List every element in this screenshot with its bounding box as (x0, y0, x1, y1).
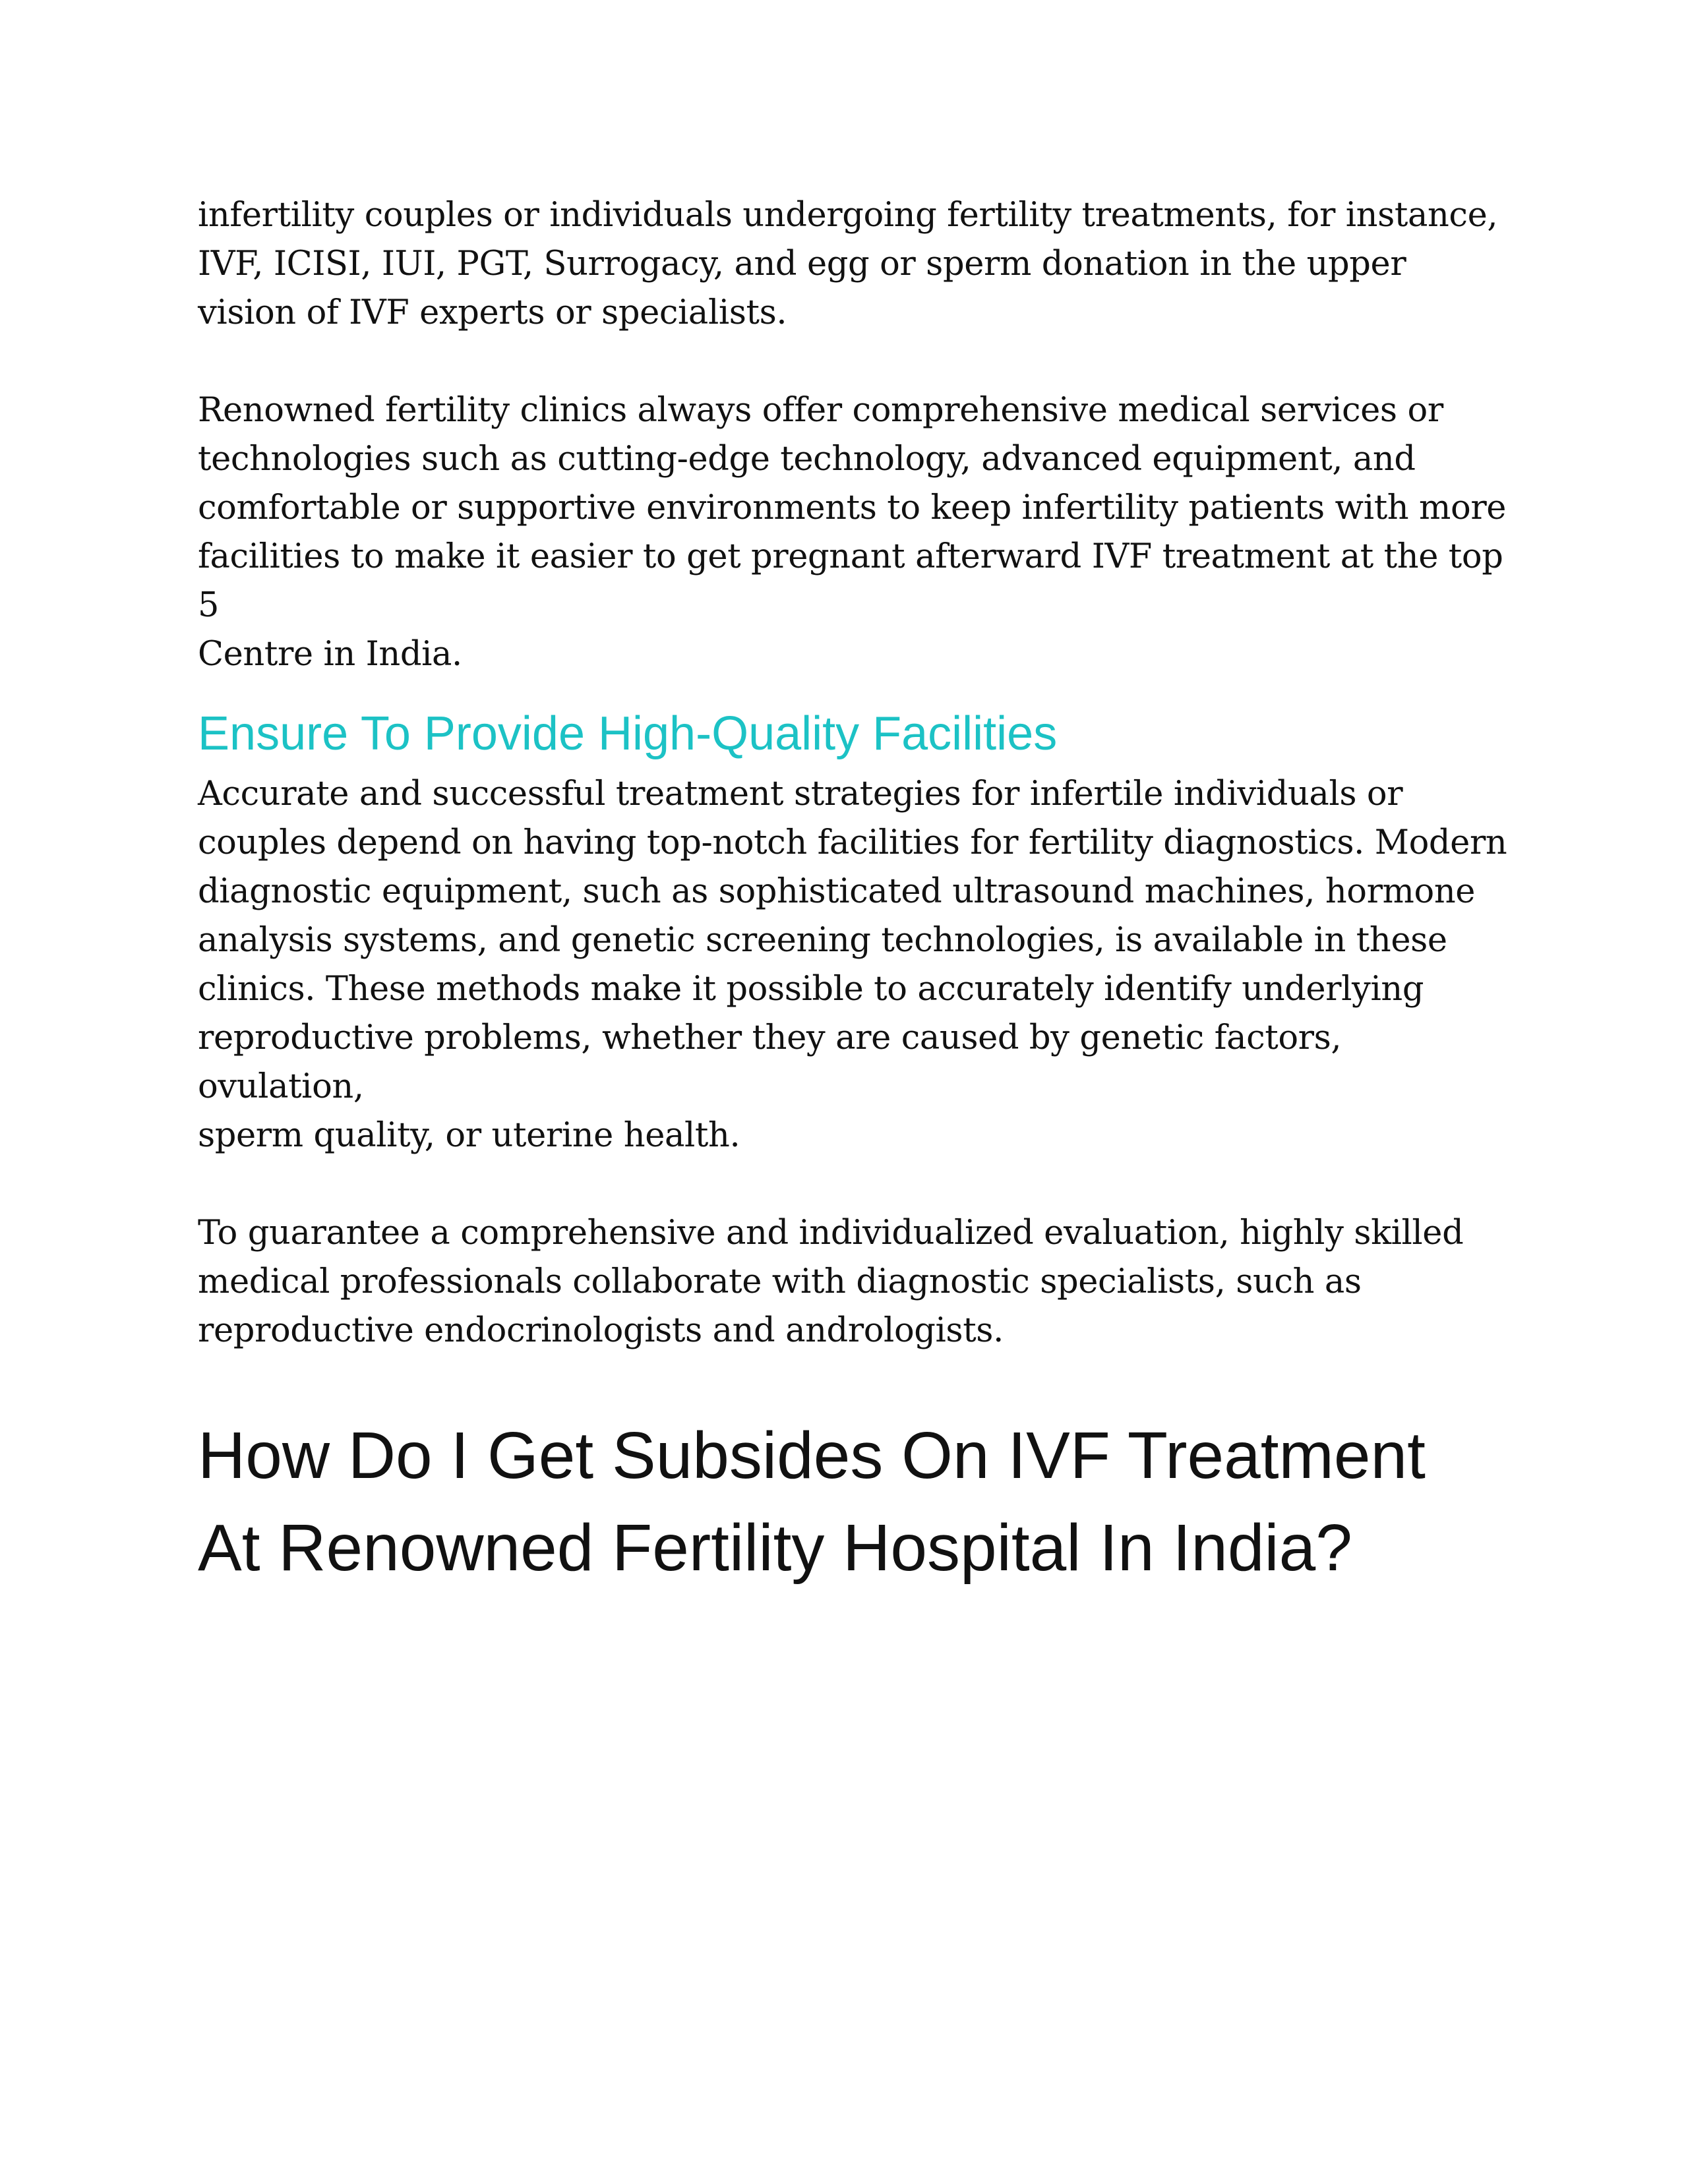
section-heading-facilities: Ensure To Provide High-Quality Facilities (198, 707, 1058, 760)
paragraph-renowned-clinics: Renowned fertility clinics always offer comprehensive medical services or technologies such as cutting-edge technology, advanced equipment, and comfortable or supportive environments to keep infertility patients with more facilities to make it easier to get pregnant afterward IVF treatment at the top 5 Centre in India. (198, 391, 1507, 674)
paragraph-spacer (198, 1160, 1517, 1209)
paragraph-spacer (198, 338, 1517, 386)
main-heading-subsidies: How Do I Get Subsides On IVF Treatment At Renowned Fertility Hospital In India? (198, 1419, 1426, 1585)
paragraph-diagnostics: Accurate and successful treatment strategies for infertile individuals or couples depend on having top-notch facilities for fertility diagnostics. Modern diagnostic equipment, such as sophisticated ultrasound machines, hormone analysis systems, and genetic screening technologies, is available in these clinics. These methods make it possible to accurately identify underlying reproductive problems, whether they are caused by genetic factors, ovulation, sperm quality, or uterine health. (198, 775, 1507, 1155)
paragraph-specialists: To guarantee a comprehensive and individualized evaluation, highly skilled medical professionals collaborate with diagnostic specialists, such as reproductive endocrinologists and andrologists. (198, 1214, 1464, 1350)
document-content (198, 191, 1517, 1594)
paragraph-intro: infertility couples or individuals undergoing fertility treatments, for instance, IVF, ICISI, IUI, PGT, Surrogacy, and egg or sperm donation in the upper vision of IVF experts or specialists. (198, 196, 1498, 332)
